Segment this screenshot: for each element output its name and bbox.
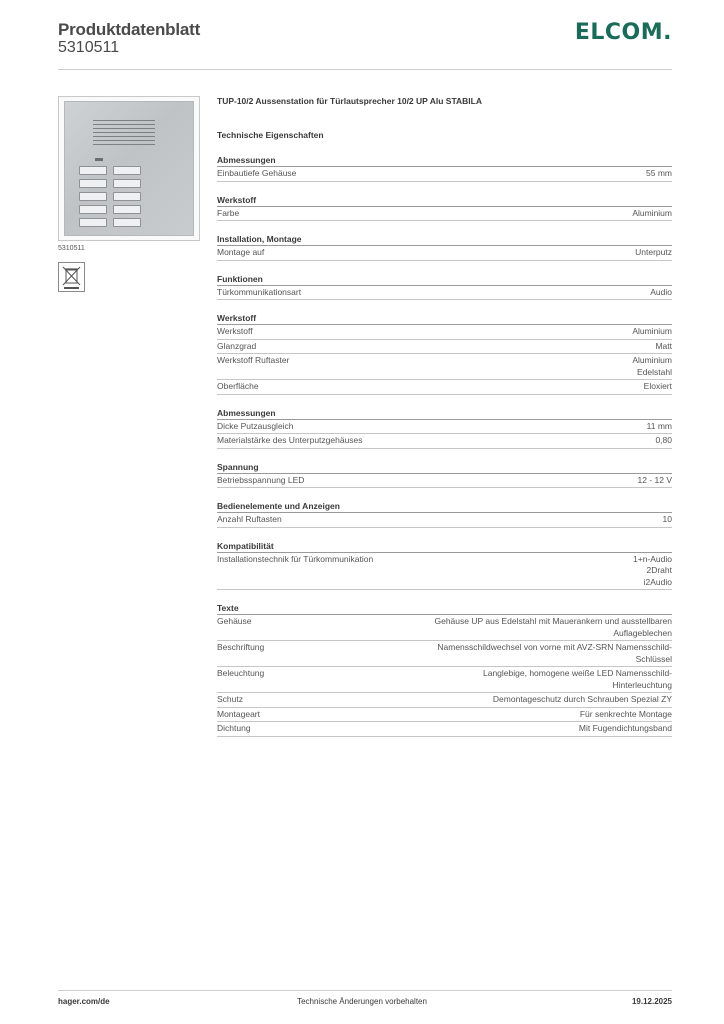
- spec-group-title: Werkstoff: [217, 313, 257, 323]
- spec-row: [217, 513, 672, 528]
- footer-date: 19.12.2025: [631, 997, 672, 1006]
- spec-group-title: Spannung: [217, 461, 259, 472]
- spec-label: Beschriftung: [217, 642, 265, 652]
- call-button-graphic: [79, 218, 107, 227]
- page-header: [58, 20, 672, 70]
- spec-label: Schutz: [217, 694, 243, 704]
- spec-label: Beleuchtung: [217, 668, 265, 678]
- spec-row: [217, 354, 672, 380]
- call-button-graphic: [113, 205, 141, 214]
- spec-label: Anzahl Ruftasten: [217, 514, 282, 524]
- spec-value: Für senkrechte Montage: [579, 708, 672, 719]
- spec-label: Farbe: [217, 207, 240, 218]
- call-button-graphic: [113, 179, 141, 188]
- spec-row: [217, 474, 672, 489]
- spec-label: Materialstärke des Unterputzgehäuses: [217, 435, 363, 445]
- spec-label: Montage auf: [217, 247, 265, 257]
- call-button-graphic: [79, 192, 107, 201]
- spec-value: 55 mm: [646, 168, 672, 178]
- spec-group-title: Texte: [217, 603, 239, 613]
- product-image: [58, 96, 200, 241]
- spec-group-title: Funktionen: [217, 273, 263, 284]
- spec-value: 1+n-Audio 2Draht i2Audio: [633, 553, 672, 587]
- spec-label: Werkstoff: [217, 326, 253, 336]
- spec-value: 11 mm: [646, 420, 672, 431]
- call-button-graphic: [79, 179, 107, 188]
- header-divider: [58, 69, 672, 70]
- spec-value: Audio: [650, 286, 672, 297]
- footer-disclaimer: Technische Änderungen vorbehalten: [297, 997, 427, 1006]
- spec-value: Aluminium Edelstahl: [632, 355, 672, 377]
- spec-row: [217, 693, 672, 708]
- spec-label: Türkommunikationsart: [217, 286, 302, 297]
- spec-row: [217, 553, 672, 591]
- spec-label: Oberfläche: [217, 381, 259, 391]
- spec-group-title: Werkstoff: [217, 194, 257, 205]
- spec-row: [217, 167, 672, 182]
- spec-value: Namensschildwechsel von vorne mit AVZ-SRN Namensschild- Schlüssel: [437, 642, 672, 664]
- weee-crossed-bin-icon: [58, 262, 85, 292]
- spec-value: Unterputz: [635, 247, 672, 257]
- spec-value: 0,80: [655, 435, 672, 445]
- speaker-grille: [93, 120, 155, 148]
- spec-row: [217, 667, 672, 693]
- footer-website: hager.com/de: [58, 997, 110, 1006]
- footer-divider: [58, 990, 672, 991]
- spec-label: Glanzgrad: [217, 340, 257, 351]
- call-button-graphic: [113, 218, 141, 227]
- spec-group-title: Kompatibilität: [217, 540, 274, 551]
- spec-value: Mit Fugendichtungsband: [578, 723, 672, 733]
- spec-row: [217, 325, 672, 340]
- spec-group-title: Abmessungen: [217, 155, 276, 165]
- product-title: TUP-10/2 Aussenstation für Türlautsprecher 10/2 UP Alu STABILA: [217, 96, 482, 106]
- spec-value: 10: [662, 514, 672, 524]
- spec-label: Dichtung: [217, 723, 251, 733]
- spec-group-title: Bedienelemente und Anzeigen: [217, 501, 340, 511]
- spec-label: Einbautiefe Gehäuse: [217, 168, 297, 178]
- spec-group-title: Installation, Montage: [217, 234, 302, 244]
- spec-value: Gehäuse UP aus Edelstahl mit Mauerankern und ausstellbaren Auflageblechen: [434, 616, 672, 638]
- call-button-graphic: [113, 192, 141, 201]
- document-title: Produktdatenblatt: [58, 20, 201, 39]
- spec-label: Werkstoff Ruftaster: [217, 355, 290, 365]
- spec-row: [217, 207, 672, 222]
- spec-row: [217, 340, 672, 355]
- spec-row: [217, 708, 672, 723]
- spec-row: [217, 420, 672, 435]
- spec-label: Dicke Putzausgleich: [217, 420, 294, 431]
- status-led: [95, 158, 103, 161]
- call-button-graphic: [113, 166, 141, 175]
- spec-value: Matt: [655, 340, 672, 351]
- spec-row: [217, 246, 672, 261]
- spec-row: [217, 722, 672, 737]
- call-button-graphic: [79, 205, 107, 214]
- section-heading: Technische Eigenschaften: [217, 130, 324, 140]
- document-number: 5310511: [58, 39, 120, 56]
- spec-label: Betriebsspannung LED: [217, 474, 305, 485]
- spec-row: [217, 286, 672, 301]
- spec-value: Demontageschutz durch Schrauben Spezial ZY: [492, 694, 672, 704]
- door-station-panel: [64, 101, 194, 236]
- spec-row: [217, 434, 672, 449]
- spec-row: [217, 641, 672, 667]
- spec-group-title: Abmessungen: [217, 407, 276, 418]
- spec-value: Aluminium: [632, 207, 672, 218]
- spec-value: Eloxiert: [643, 381, 672, 391]
- spec-row: [217, 380, 672, 395]
- spec-label: Gehäuse: [217, 616, 252, 626]
- spec-label: Installationstechnik für Türkommunikation: [217, 553, 374, 564]
- spec-label: Montageart: [217, 708, 260, 719]
- image-caption: 5310511: [58, 245, 85, 252]
- spec-value: Aluminium: [632, 326, 672, 336]
- spec-value: 12 - 12 V: [637, 474, 672, 485]
- brand-logo: ELCOM.: [574, 20, 672, 45]
- spec-row: [217, 615, 672, 641]
- spec-value: Langlebige, homogene weiße LED Namensschild- Hinterleuchtung: [483, 668, 672, 690]
- call-button-graphic: [79, 166, 107, 175]
